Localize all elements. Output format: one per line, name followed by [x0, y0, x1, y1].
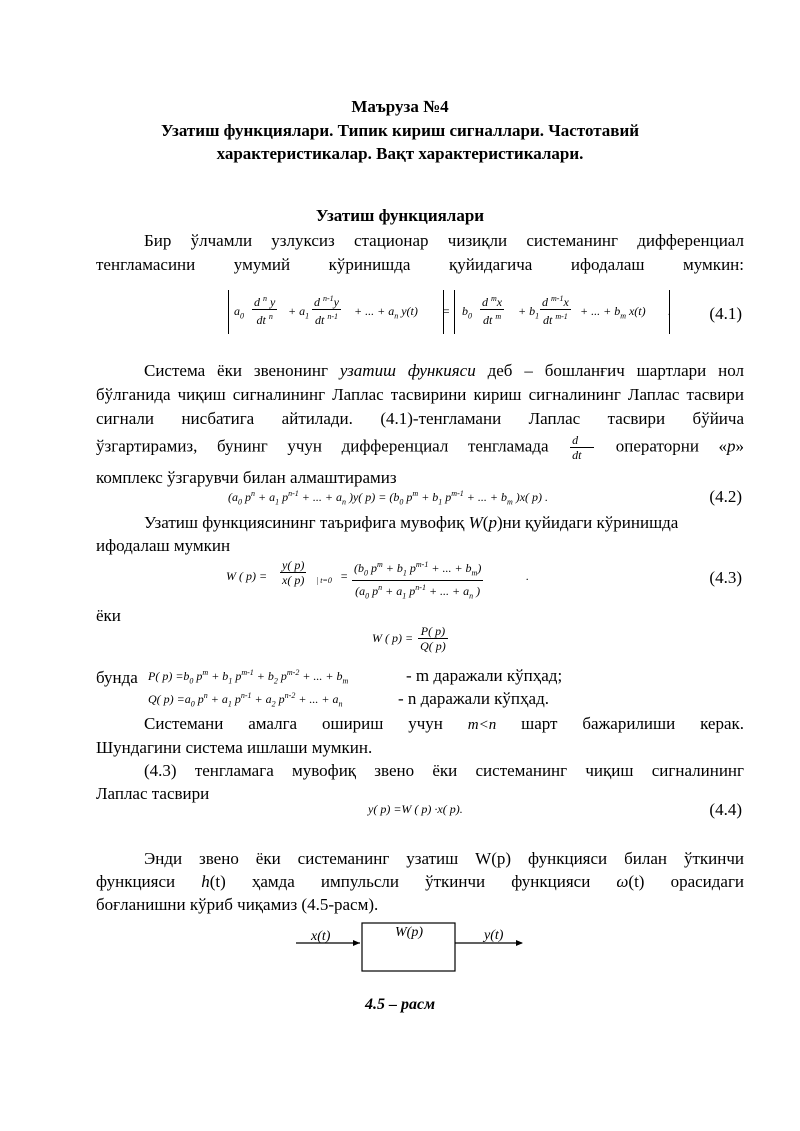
equation-number-4-3: (4.3) — [709, 568, 742, 587]
equation-4-3: W ( p) = $\frac{y( p)}{x( p)}$ | t=0 = $\frac{(b_0 p^m + b_1 p^{m-1} + ... + b_m)}{(a_0 p^n + a_1 p^{n-1} + ... + a_n )}$ . — [226, 558, 529, 601]
paragraph-4: Системани амалга ошириш учун m<n шарт бажарилиши керак. — [144, 714, 745, 733]
paragraph-5: (4.3) тенгламага мувофиқ звено ёки системанинг чиқиш сигналининг — [144, 761, 744, 780]
paragraph-6: Энди звено ёки системанинг узатиш W(p) функцияси билан ўткинчи — [144, 849, 744, 868]
figure-caption: 4.5 – расм — [364, 996, 436, 1013]
equation-number-4-4: (4.4) — [709, 800, 742, 819]
paragraph-3: Узатиш функциясининг таърифига мувофиқ W(p)ни қуйидаги кўринишда — [144, 513, 679, 532]
paragraph-6-line-2: функцияси h(t) ҳамда импульсли ўткинчи функцияси ω(t) орасидаги — [96, 872, 745, 891]
diagram-output-label: y(t) — [484, 928, 504, 943]
polynomial-q-label: - n даражали кўпҳад. — [398, 689, 549, 708]
paragraph-6-line-3: боғланишни кўриб чиқамиз (4.5-расм). — [96, 895, 379, 914]
output-arrowhead — [516, 940, 523, 946]
polynomial-q: Q( $p) =a_0$ $p^n + a_1$ $p^{n-1} + a_2$ $p^{n-2}$ + ... + $a_n$ — [148, 691, 343, 709]
equation-w-p-q: W ( p) = $\frac{P( p)}{Q( p)}$ — [372, 624, 446, 653]
lecture-number: Маъруза №4 — [351, 97, 449, 116]
equation-number-4-2: (4.2) — [709, 487, 742, 506]
polynomial-p: P( $p) =b_0$ $p^m + b_1$ $p^{m-1} + b_2$ $p^{m-2}$ + ... + $b_m$ — [148, 668, 349, 686]
word-eki: ёки — [96, 606, 121, 625]
paragraph-4-line-2: Шундагини система ишлаши мумкин. — [96, 738, 373, 757]
diagram-block-label: W(p) — [395, 925, 423, 940]
diagram-input-label: x(t) — [311, 929, 331, 944]
d-dt-operator: $\frac{d}{dt}$ — [570, 433, 594, 462]
word-bunda: бунда — [96, 668, 138, 687]
equation-4-2: ($a_0$ $p^n + a_1$ $p^{n-1}$ + ... + $a_n$ )y( $p) = (b_0$ $p^m + b_1$ $p^{m-1}$ + ... + $b_m$ )x( p) . — [228, 489, 549, 507]
paragraph-2: Система ёки звенонинг узатиш функияси деб – бошланғич шартлари нол бўлганида чиқиш сигналининг Лаплас тасвирини кириш сигналининг Лаплас тасвири сигнали нисбатига айтилади. (4.1)-тенгламани Лаплас тасвири бўйича — [96, 361, 744, 428]
paragraph-3-line-2: ифодалаш мумкин — [96, 536, 231, 555]
lecture-subtitle-line-1: Узатиш функциялари. Типик кириш сигналлари. Частотавий — [160, 121, 640, 140]
paragraph-1: Бир ўлчамли узлуксиз стационар чизиқли системанинг дифференциал тенгламасини умумий кўринишда қуйидагича ифодалаш мумкин: — [96, 231, 744, 274]
equation-4-4: y( p) =W ( p) ·x( p). — [368, 802, 463, 816]
paragraph-5-line-2: Лаплас тасвири — [96, 784, 210, 803]
equation-4-1: $a_0$ $\frac{d ^n y}{dt ^n}$ + $a_1$ $\frac{d ^{n-1}y}{dt ^{n-1}}$ + ... + $a_n$ y(t) = $b_0$ $\frac{d ^mx}{dt ^m}$ + $b_1$ $\frac{d ^{m-1}x}{dt ^{m-1}}$ + ... + $b_m$ x(t) . — [228, 290, 668, 338]
polynomial-p-label: - m даражали кўпҳад; — [406, 666, 563, 685]
lecture-subtitle-line-2: характеристикалар. Вақт характеристикалари. — [216, 144, 584, 163]
paragraph-2-line-5: комплекс ўзгарувчи билан алмаштирамиз — [96, 468, 397, 487]
section-title: Узатиш функциялари — [315, 206, 485, 225]
paragraph-2-line-4: ўзгартирамиз, бунинг учун дифференциал тенгламада $\frac{d}{dt}$ операторни «p» — [96, 433, 745, 462]
input-arrowhead — [353, 940, 360, 946]
equation-number-4-1: (4.1) — [709, 304, 742, 323]
